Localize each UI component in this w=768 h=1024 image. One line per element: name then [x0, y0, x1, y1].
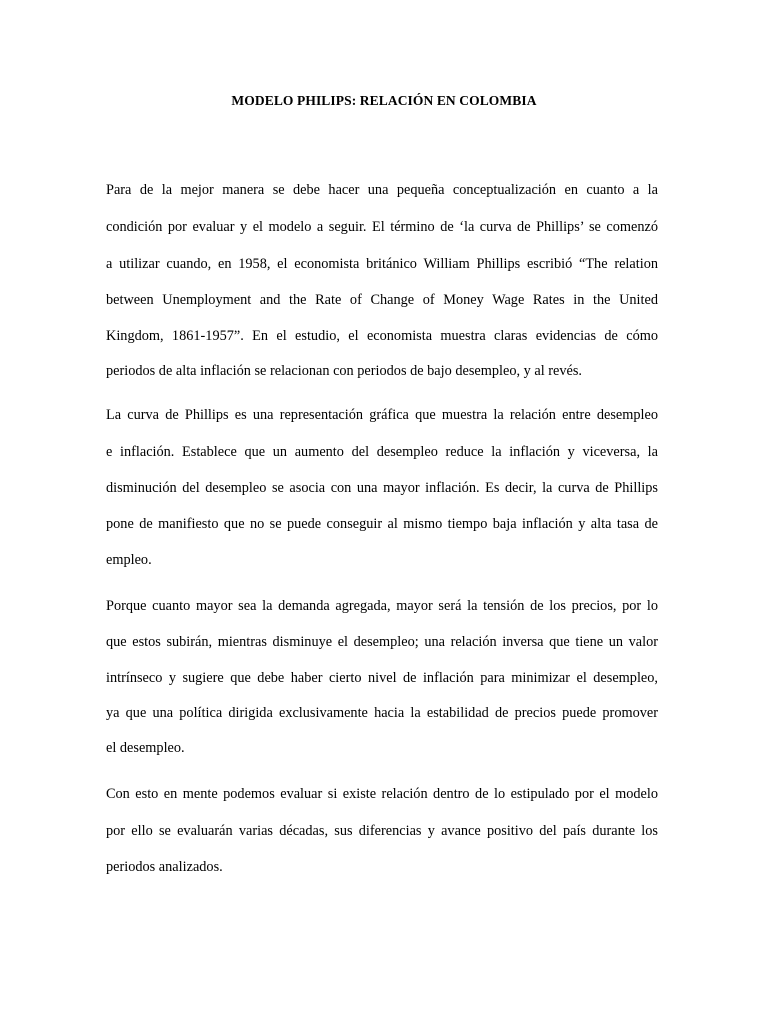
- paragraph-2-line-2: e inflación. Establece que un aumento del desempleo reduce la inflación y viceversa, la: [106, 444, 658, 460]
- paragraph-1-line-4: between Unemployment and the Rate of Change of Money Wage Rates in the United: [106, 292, 658, 308]
- paragraph-2-line-4: pone de manifiesto que no se puede conseguir al mismo tiempo baja inflación y alta tasa de: [106, 516, 658, 532]
- paragraph-2-line-3: disminución del desempleo se asocia con una mayor inflación. Es decir, la curva de Phillips: [106, 480, 658, 496]
- paragraph-1-line-6: periodos de alta inflación se relacionan con periodos de bajo desempleo, y al revés.: [106, 363, 582, 379]
- paragraph-4-line-1: Con esto en mente podemos evaluar si existe relación dentro de lo estipulado por el modelo: [106, 786, 658, 802]
- paragraph-3-line-1: Porque cuanto mayor sea la demanda agregada, mayor será la tensión de los precios, por lo: [106, 598, 658, 614]
- paragraph-3-line-5: el desempleo.: [106, 740, 185, 756]
- paragraph-4-line-2: por ello se evaluarán varias décadas, sus diferencias y avance positivo del país durante los: [106, 823, 658, 839]
- paragraph-2-line-5: empleo.: [106, 552, 152, 568]
- paragraph-3-line-4: ya que una política dirigida exclusivamente hacia la estabilidad de precios puede promover: [106, 705, 658, 721]
- page-title: MODELO PHILIPS: RELACIÓN EN COLOMBIA: [231, 93, 537, 108]
- paragraph-2-line-1: La curva de Phillips es una representación gráfica que muestra la relación entre desempleo: [106, 407, 658, 423]
- paragraph-4-line-3: periodos analizados.: [106, 859, 223, 875]
- paragraph-3-line-2: que estos subirán, mientras disminuye el desempleo; una relación inversa que tiene un valor: [106, 634, 658, 650]
- paragraph-1-line-1: Para de la mejor manera se debe hacer una pequeña conceptualización en cuanto a la: [106, 182, 658, 198]
- paragraph-1-line-3: a utilizar cuando, en 1958, el economista británico William Phillips escribió “The relation: [106, 256, 658, 272]
- paragraph-1-line-5: Kingdom, 1861-1957”. En el estudio, el economista muestra claras evidencias de cómo: [106, 328, 658, 344]
- paragraph-1-line-2: condición por evaluar y el modelo a seguir. El término de ‘la curva de Phillips’ se comenzó: [106, 219, 658, 235]
- paragraph-3-line-3: intrínseco y sugiere que debe haber cierto nivel de inflación para minimizar el desempleo,: [106, 670, 658, 686]
